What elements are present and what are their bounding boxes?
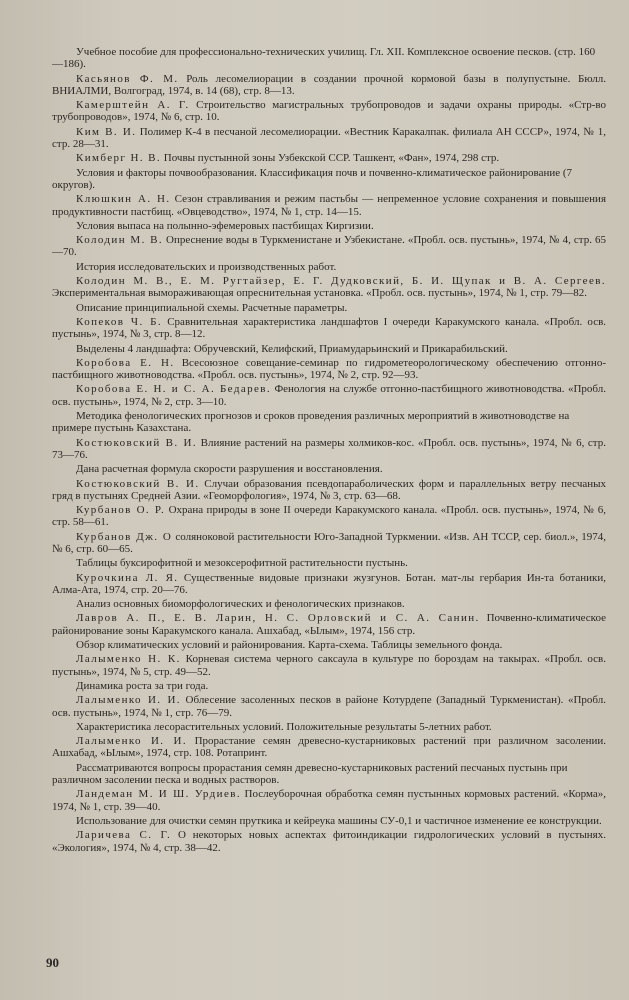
bibliography-note: Описание принципиальной схемы. Расчетные параметры. xyxy=(76,301,348,314)
entry-author: Клюшкин А. Н. xyxy=(76,193,171,206)
entry-text: Экспериментальная вымораживающая опреснительная установка. «Пробл. осв. пустынь», 1974, № 1, стр. 79—82. xyxy=(52,287,587,300)
bibliography-text xyxy=(52,46,606,856)
bibliography-entry xyxy=(52,504,606,529)
entry-author: Курочкина Л. Я. xyxy=(76,571,179,584)
bibliography-note: Обзор климатических условий и районирования. Карта-схема. Таблицы земельного фонда. xyxy=(76,639,503,652)
entry-author: Ландеман М. И Ш. Урдиев. xyxy=(76,788,241,801)
bibliography-note: Таблицы буксирофитной и мезоксерофитной растительности пустынь. xyxy=(76,557,408,570)
bibliography-entry xyxy=(52,478,606,503)
entry-author: Костюковский В. И. xyxy=(76,436,198,449)
entry-author: Курбанов Дж. О xyxy=(76,530,173,543)
entry-text: Корневая система черного саксаула в культуре по бороздам на такырах. «Пробл. осв. пустынь», 1974, № 5, стр. 49—52. xyxy=(52,653,606,678)
bibliography-entry xyxy=(52,99,606,124)
bibliography-entry xyxy=(52,735,606,760)
bibliography-entry xyxy=(52,694,606,719)
entry-author: Касьянов Ф. М. xyxy=(76,72,179,85)
entry-text: Строительство магистральных трубопроводов и задачи охраны природы. «Стр-во трубопроводов», 1974, № 6, стр. 10. xyxy=(52,99,606,124)
entry-author: Камерштейн А. Г. xyxy=(76,99,190,112)
bibliography-note: История исследовательских и производственных работ. xyxy=(76,260,337,273)
entry-author: Лалыменко И. И. xyxy=(76,694,181,707)
entry-author: Лалыменко И. И. xyxy=(76,735,187,748)
entry-author: Лалыменко Н. К. xyxy=(76,653,181,666)
entry-author: Колодин М. В. xyxy=(76,234,164,247)
bibliography-note: Дана расчетная формула скорости разрушения и восстановления. xyxy=(76,463,383,476)
bibliography-entry xyxy=(52,357,606,382)
bibliography-note: Методика фенологических прогнозов и сроков проведения различных мероприятий в животноводстве на примере пустынь Казахстана. xyxy=(52,410,570,435)
entry-text: Влияние растений на размеры холмиков-кос. «Пробл. осв. пустынь», 1974, № 6, стр. 73—76. xyxy=(52,436,606,461)
bibliography-entry xyxy=(52,829,606,854)
bibliography-entry xyxy=(52,73,606,98)
entry-author: Курбанов О. Р. xyxy=(76,504,166,517)
page-number: 90 xyxy=(46,955,59,970)
entry-text: Сравнительная характеристика ландшафтов I очереди Каракумского канала. «Пробл. осв. пустынь», 1974, № 3, стр. 8—12. xyxy=(52,315,607,341)
bibliography-note: Использование для очистки семян пруткика и кейреука машины СУ-0,1 и частичное изменение ее конструкции. xyxy=(76,814,602,827)
bibliography-entry xyxy=(52,437,606,462)
entry-text: Сезон стравливания и режим пастьбы — непременное условие сохранения и повышения продуктивности пастбищ. «Овцеводство», 1974, № 1, стр. 14—15. xyxy=(52,193,606,218)
bibliography-entry xyxy=(52,653,606,678)
entry-author: Лавров А. П., Е. В. Ларин, Н. С. Орловский и С. А. Санин. xyxy=(76,612,480,625)
bibliography-note: Условия выпаса на полынно-эфемеровых пастбищах Киргизии. xyxy=(76,219,374,232)
entry-text: Опреснение воды в Туркменистане и Узбекистане. «Пробл. осв. пустынь», 1974, № 4, стр. 65—70. xyxy=(52,234,606,259)
entry-author: Коробова Е. Н. xyxy=(76,356,175,369)
entry-text: Охрана природы в зоне II очереди Каракумского канала. «Пробл. осв. пустынь», 1974, № 6, стр. 58—61. xyxy=(52,504,606,529)
entry-author: Ларичева С. Г. xyxy=(76,829,172,842)
entry-text: Роль лесомелиорации в создании прочной кормовой базы в полупустыне. Бюлл. ВНИАЛМИ, Волгоград, 1974, в. 14 (68), стр. 8—13. xyxy=(52,72,606,97)
entry-text: Облесение засоленных песков в районе Котурдепе (Западный Туркменистан). «Пробл. осв. пустынь», 1974, № 1, стр. 76—79. xyxy=(52,694,606,719)
bibliography-note: Рассматриваются вопросы прорастания семян древесно-кустарниковых растений песчаных пустынь при различном засолении песка и водных растворов. xyxy=(52,761,568,787)
bibliography-entry xyxy=(52,275,606,300)
bibliography-note: Динамика роста за три года. xyxy=(76,679,209,692)
entry-author: Ким В. И. xyxy=(76,125,137,138)
bibliography-entry xyxy=(52,572,606,597)
entry-author: Костюковский В. И. xyxy=(76,477,200,490)
entry-text: Случаи образования псевдопараболических форм и параллельных ветру песчаных гряд в пустынях Средней Азии. «Геоморфология», 1974, № 3, стр. 63—68. xyxy=(52,477,607,502)
bibliography-note: Анализ основных биоморфологических и фенологических признаков. xyxy=(76,598,405,611)
entry-text: Послеуборочная обработка семян пустынных кормовых растений. «Корма», 1974, № 1, стр. 39—40. xyxy=(52,788,606,813)
bibliography-entry xyxy=(52,531,606,556)
bibliography-entry xyxy=(52,612,606,637)
bibliography-entry xyxy=(52,152,606,164)
bibliography-note: Выделены 4 ландшафта: Обручевский, Келифский, Приамударьинский и Прикарабильский. xyxy=(76,342,508,355)
entry-text: Полимер К-4 в песчаной лесомелиорации. «Вестник Каракалпак. филиала АН СССР», 1974, № 1, стр. 28—31. xyxy=(52,125,606,151)
entry-text: Существенные видовые признаки жузгунов. Ботан. мат-лы гербария Ин-та ботаники, Алма-Ата, 1974, стр. 20—76. xyxy=(52,571,606,596)
bibliography-entry xyxy=(52,788,606,813)
bibliography-entry xyxy=(52,234,606,259)
bibliography-note: Характеристика лесорастительных условий. Положительные результаты 5-летних работ. xyxy=(76,720,492,733)
entry-author: Копеков Ч. Б. xyxy=(76,315,163,328)
entry-text: О некоторых новых аспектах фитоиндикации гидрологических условий в пустынях. «Экология», 1974, № 4, стр. 38—42. xyxy=(52,829,606,854)
bibliography-entry xyxy=(52,316,606,341)
entry-author: Колодин М. В., Е. М. Ругтайзер, Е. Г. Дудковский, Б. И. Щупак и В. А. Сергеев. xyxy=(76,275,606,288)
entry-text: Почвенно-климатическое районирование зоны Каракумского канала. Ашхабад, «Ылым», 1974, 156 стр. xyxy=(52,612,606,637)
entry-text: соляноковой растительности Юго-Западной Туркмении. «Изв. АН ТССР, сер. биол.», 1974, № 6, стр. 60—65. xyxy=(52,530,607,555)
bibliography-entry xyxy=(52,383,606,408)
entry-text: Всесоюзное совещание-семинар по гидрометеорологическому обеспечению отгонно-пастбищного животноводства. «Пробл. осв. пустынь», 1974, № 2, стр. 92—93. xyxy=(52,356,606,382)
bibliography-note: Условия и факторы почвообразования. Классификация почв и почвенно-климатическое районирование (7 округов). xyxy=(52,166,573,191)
bibliography-entry xyxy=(52,126,606,151)
bibliography-entry xyxy=(52,193,606,218)
entry-author: Коробова Е. Н. и С. А. Бедарев. xyxy=(76,383,272,396)
bibliography-note: Учебное пособие для профессионально-технических училищ. Гл. XII. Комплексное освоение песков. (стр. 160—186). xyxy=(52,46,596,71)
entry-text: Почвы пустынной зоны Узбекской ССР. Ташкент, «Фан», 1974, 298 стр. xyxy=(163,152,500,165)
entry-author: Кимберг Н. В. xyxy=(76,152,162,165)
entry-text: Фенология на службе отгонно-пастбищного животноводства. «Пробл. осв. пустынь», 1974, № 2, стр. 3—10. xyxy=(52,383,606,408)
entry-text: Прорастание семян древесно-кустарниковых растений при различном засолении. Ашхабад, «Ылым», 1974, стр. 108. Ротапринт. xyxy=(52,735,606,760)
